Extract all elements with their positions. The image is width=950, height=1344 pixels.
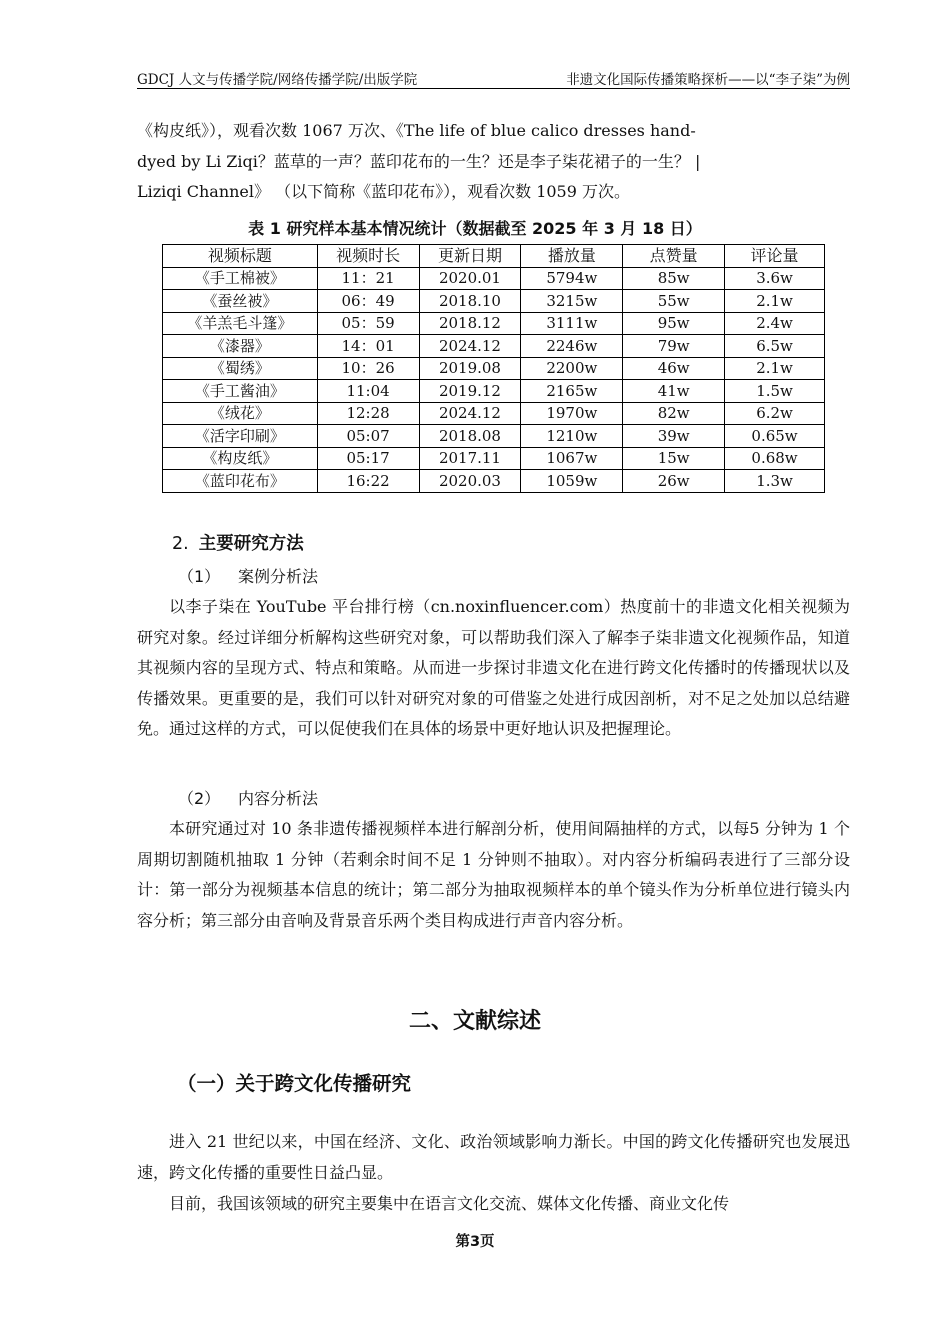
content-analysis-number: （2） (178, 789, 221, 808)
table-cell: 《手工棉被》 (163, 267, 318, 290)
table-header-cell: 视频时长 (317, 245, 419, 268)
intro-paragraph (137, 116, 850, 208)
table-cell: 55w (623, 290, 725, 313)
table-cell: 95w (623, 312, 725, 335)
intro-line-3: Liziqi Channel》 （以下简称《蓝印花布》），观看次数 1059 万次。 (137, 182, 630, 202)
table-cell: 2020.03 (419, 470, 521, 493)
table-cell: 《手工酱油》 (163, 380, 318, 403)
table-cell: 1067w (521, 447, 623, 470)
table-cell: 2019.08 (419, 357, 521, 380)
table-cell: 11:04 (317, 380, 419, 403)
table-cell: 3111w (521, 312, 623, 335)
case-line: 遗文化在进行跨文化传播时的传播现状以及传播效果。更重要的是，我们可以针对研 (137, 658, 850, 708)
table-cell: 15w (623, 447, 725, 470)
case-analysis-paragraph (137, 592, 850, 745)
table-cell: 46w (623, 357, 725, 380)
table-row (163, 425, 825, 448)
table-cell: 10：26 (317, 357, 419, 380)
content-analysis-heading (178, 786, 318, 809)
case-line: 相关视频为研究对象。经过详细分析解构这些研究对象，可以帮助我们深入了解李子 (137, 597, 850, 647)
table-cell: 《蜀绣》 (163, 357, 318, 380)
page-header (137, 66, 850, 89)
table-cell: 12:28 (317, 402, 419, 425)
header-institution: GDCJ 人文与传播学院/网络传播学院/出版学院 (137, 72, 418, 88)
table-cell: 79w (623, 335, 725, 358)
table-cell: 16:22 (317, 470, 419, 493)
table-header-cell: 评论量 (725, 245, 825, 268)
table-caption: 表 1 研究样本基本情况统计（数据截至 2025 年 3 月 18 日） (248, 219, 702, 238)
table-cell: 3.6w (725, 267, 825, 290)
lit-line: 目前，我国该领域的研究主要集中在语言文化交流、媒体文化传播、商业文化传 (169, 1194, 730, 1213)
literature-paragraph-1 (137, 1127, 850, 1188)
table-cell: 《构皮纸》 (163, 447, 318, 470)
table-cell: 05:07 (317, 425, 419, 448)
intro-line-2: dyed by Li Ziqi？蓝草的一声？蓝印花布的一生？还是李子柒花裙子的一生？ | (137, 151, 701, 171)
table-header-cell: 视频标题 (163, 245, 318, 268)
content-line: 类目构成进行声音内容分析。 (425, 910, 634, 930)
content-line: 本研究通过对 10 条非遗传播视频样本进行解剖分析，使用间隔抽样的方式，以每 (169, 819, 750, 838)
case-analysis-heading (178, 564, 318, 587)
table-cell: 2165w (521, 380, 623, 403)
methods-heading (172, 530, 304, 555)
table-cell: 1970w (521, 402, 623, 425)
table-cell: 《羊羔毛斗篷》 (163, 312, 318, 335)
table-cell: 6.2w (725, 402, 825, 425)
table-header-cell: 播放量 (521, 245, 623, 268)
table-cell: 05:17 (317, 447, 419, 470)
table-row (163, 290, 825, 313)
table-row (163, 312, 825, 335)
table-cell: 《蓝印花布》 (163, 470, 318, 493)
content-line: 分析编码表进行了三部分设计：第一部分为视频基本信息的统计；第二部分为抽取视 (137, 849, 850, 900)
content-line: 5 分钟为 1 个周期切割随机抽取 1 分钟（若剩余时间不足 1 分钟则不抽取）。对内容 (137, 819, 850, 869)
methods-heading-number: 2. (172, 534, 189, 554)
table-header-cell: 点赞量 (623, 245, 725, 268)
table-cell: 2020.01 (419, 267, 521, 290)
table-cell: 41w (623, 380, 725, 403)
case-line: 究对象的可借鉴之处进行成因剖析，对不足之处加以总结避免。通过这样的方式，可 (137, 688, 850, 739)
table-cell: 1.5w (725, 380, 825, 403)
table-cell: 2200w (521, 357, 623, 380)
table-cell: 《蚕丝被》 (163, 290, 318, 313)
table-header-row (163, 245, 825, 268)
table-cell: 《漆器》 (163, 335, 318, 358)
lit-line: 进入 21 世纪以来，中国在经济、文化、政治领域影响力渐长。中国的跨文化传播 (169, 1132, 753, 1151)
case-line: 以促使我们在具体的场景中更好地认识及把握理论。 (313, 719, 682, 739)
table-cell: 39w (623, 425, 725, 448)
table-cell: 3215w (521, 290, 623, 313)
table-cell: 0.68w (725, 447, 825, 470)
table-row (163, 267, 825, 290)
table-cell: 2.1w (725, 290, 825, 313)
literature-paragraph-2 (137, 1189, 850, 1220)
table-row (163, 357, 825, 380)
table-cell: 2.1w (725, 357, 825, 380)
table-header-cell: 更新日期 (419, 245, 521, 268)
header-title: 非遗文化国际传播策略探析——以“李子柒”为例 (566, 72, 850, 88)
table-cell: 2246w (521, 335, 623, 358)
table-cell: 26w (623, 470, 725, 493)
table-row (163, 380, 825, 403)
table-cell: 1210w (521, 425, 623, 448)
table-cell: 1059w (521, 470, 623, 493)
section-heading: （一）关于跨文化传播研究 (177, 1072, 412, 1095)
sample-stats-table (162, 244, 825, 493)
case-line: 柒非遗文化视频作品，知道其视频内容的呈现方式、特点和策略。从而进一步探讨非 (137, 627, 850, 678)
content-line: 频样本的单个镜头作为分析单位进行镜头内容分析；第三部分由音响及背景音乐两个 (137, 880, 850, 930)
table-cell: 2018.12 (419, 312, 521, 335)
case-line: 以李子柒在 YouTube 平台排行榜（cn.noxinfluencer.com）热度前十的非遗文化 (169, 597, 769, 616)
table-cell: 0.65w (725, 425, 825, 448)
table-row (163, 402, 825, 425)
table-cell: 05：59 (317, 312, 419, 335)
case-analysis-title: 案例分析法 (238, 567, 319, 586)
table-cell: 5794w (521, 267, 623, 290)
table-cell: 2.4w (725, 312, 825, 335)
chapter-heading: 二、文献综述 (408, 1009, 541, 1034)
table-cell: 2024.12 (419, 402, 521, 425)
table-cell: 2018.08 (419, 425, 521, 448)
table-cell: 6.5w (725, 335, 825, 358)
table-cell: 11：21 (317, 267, 419, 290)
table-cell: 1.3w (725, 470, 825, 493)
table-cell: 《活字印刷》 (163, 425, 318, 448)
table-cell: 14：01 (317, 335, 419, 358)
table-cell: 2024.12 (419, 335, 521, 358)
content-analysis-paragraph (137, 814, 850, 936)
table-cell: 2018.10 (419, 290, 521, 313)
table-cell: 2017.11 (419, 447, 521, 470)
table-row (163, 335, 825, 358)
table-cell: 85w (623, 267, 725, 290)
content-analysis-title: 内容分析法 (238, 789, 319, 808)
page-number: 第3页 (455, 1234, 495, 1250)
table-row (163, 470, 825, 493)
table-row (163, 447, 825, 470)
table-cell: 《绒花》 (163, 402, 318, 425)
table-cell: 82w (623, 402, 725, 425)
table-cell: 06：49 (317, 290, 419, 313)
intro-line-1: 《构皮纸》），观看次数 1067 万次、《The life of blue calico dresses hand- (137, 121, 696, 140)
case-analysis-number: （1） (178, 567, 221, 586)
methods-heading-title: 主要研究方法 (198, 534, 304, 554)
table-cell: 2019.12 (419, 380, 521, 403)
lit-line: 研究也发展迅速，跨文化传播的重要性日益凸显。 (137, 1132, 850, 1182)
